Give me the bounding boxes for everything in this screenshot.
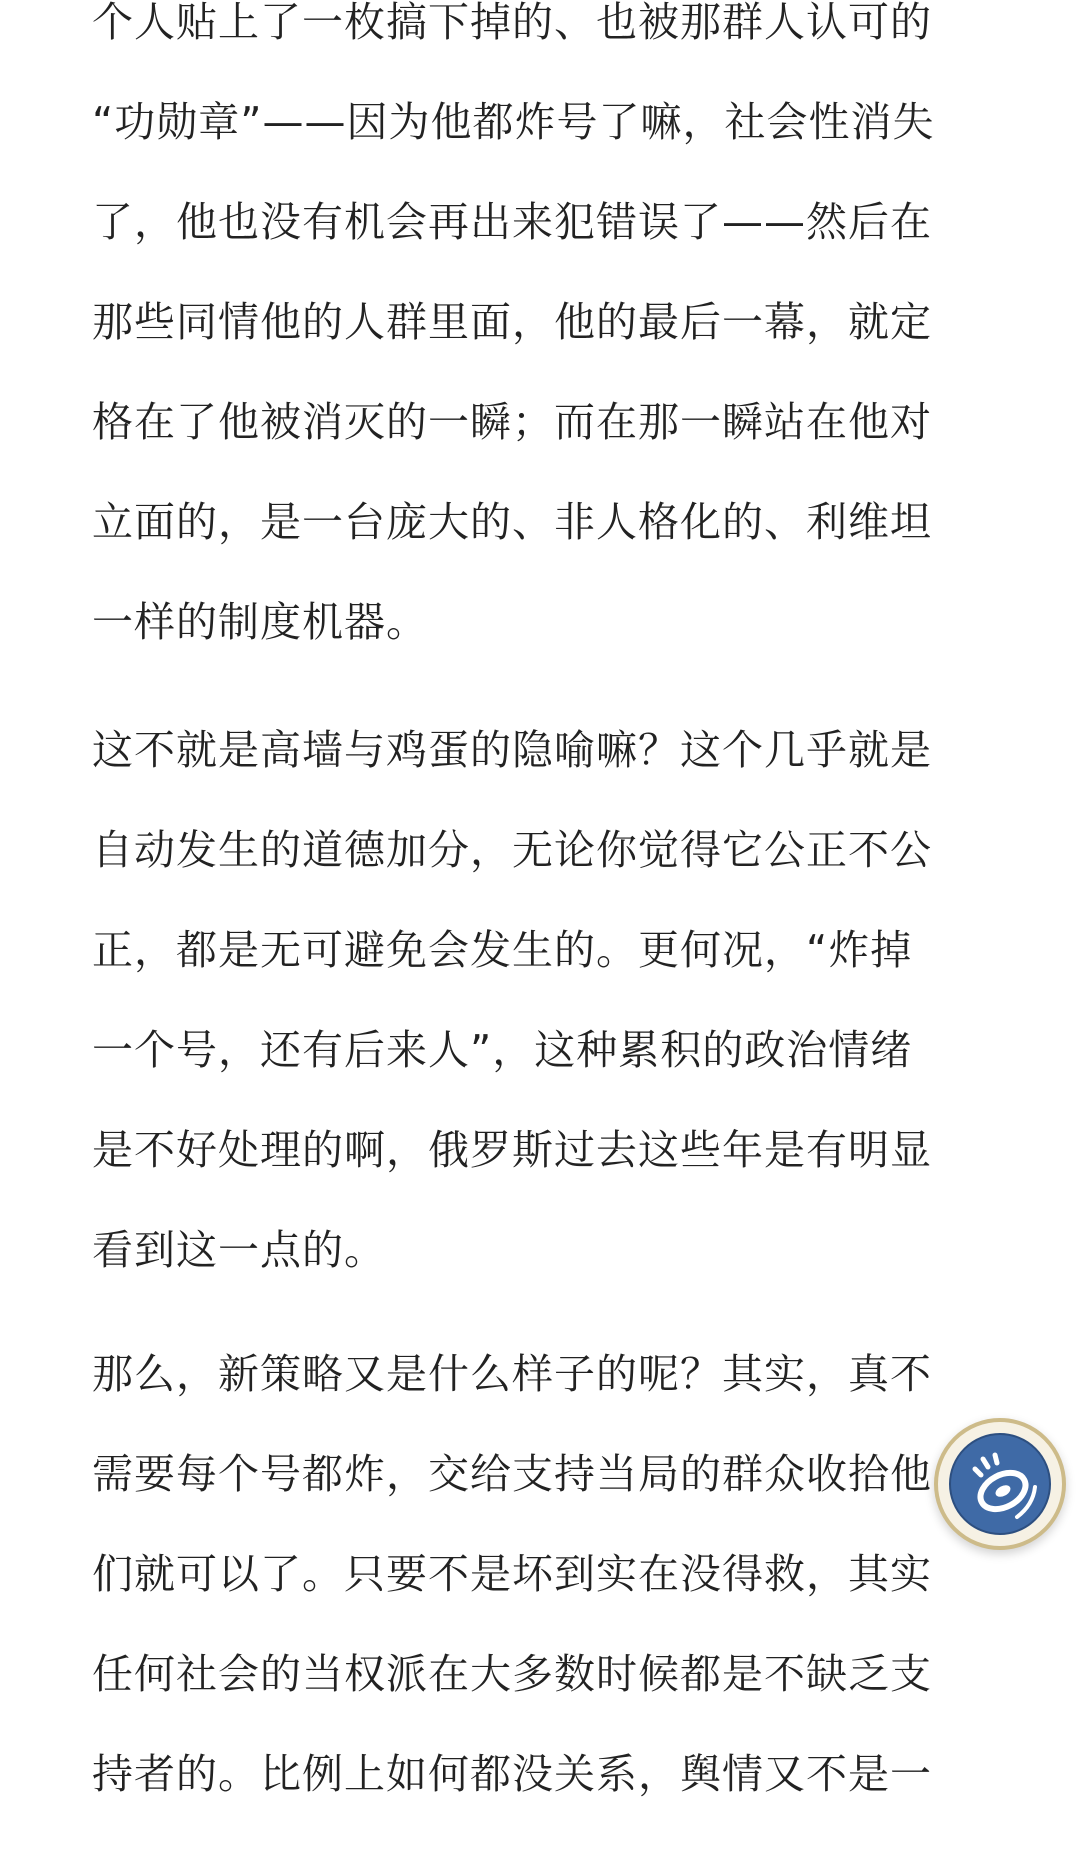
text-line: 需要每个号都炸，交给支持当局的群众收拾他 (92, 1450, 932, 1498)
text-line: 看到这一点的。 (92, 1226, 386, 1274)
paragraph-2 (92, 700, 992, 1300)
text-line: 一样的制度机器。 (92, 598, 428, 646)
paragraph-1 (92, 0, 992, 672)
text-line: 正，都是无可避免会发生的。更何况，“炸掉 (92, 926, 913, 974)
text-line: “功勋章”——因为他都炸号了嘛，社会性消失 (92, 98, 935, 146)
paragraph-3 (92, 1324, 992, 1824)
text-line: 持者的。比例上如何都没关系，舆情又不是一 (92, 1750, 932, 1798)
text-line: 任何社会的当权派在大多数时候都是不缺乏支 (92, 1650, 932, 1698)
text-line: 自动发生的道德加分，无论你觉得它公正不公 (92, 826, 932, 874)
text-line: 那么，新策略又是什么样子的呢？其实，真不 (92, 1350, 932, 1398)
floating-audio-button[interactable] (934, 1418, 1066, 1550)
text-line: 是不好处理的啊，俄罗斯过去这些年是有明显 (92, 1126, 932, 1174)
text-line: 了，他也没有机会再出来犯错误了——然后在 (92, 198, 932, 246)
text-line: 一个号，还有后来人”，这种累积的政治情绪 (92, 1026, 913, 1074)
audio-disc-icon (945, 1429, 1055, 1539)
text-line: 格在了他被消灭的一瞬；而在那一瞬站在他对 (92, 398, 932, 446)
text-line: 们就可以了。只要不是坏到实在没得救，其实 (92, 1550, 932, 1598)
text-line: 立面的，是一台庞大的、非人格化的、利维坦 (92, 498, 932, 546)
text-line: 那些同情他的人群里面，他的最后一幕，就定 (92, 298, 932, 346)
text-line: 这不就是高墙与鸡蛋的隐喻嘛？这个几乎就是 (92, 726, 932, 774)
text-line: 个人贴上了一枚搞下掉的、也被那群人认可的 (92, 0, 932, 46)
